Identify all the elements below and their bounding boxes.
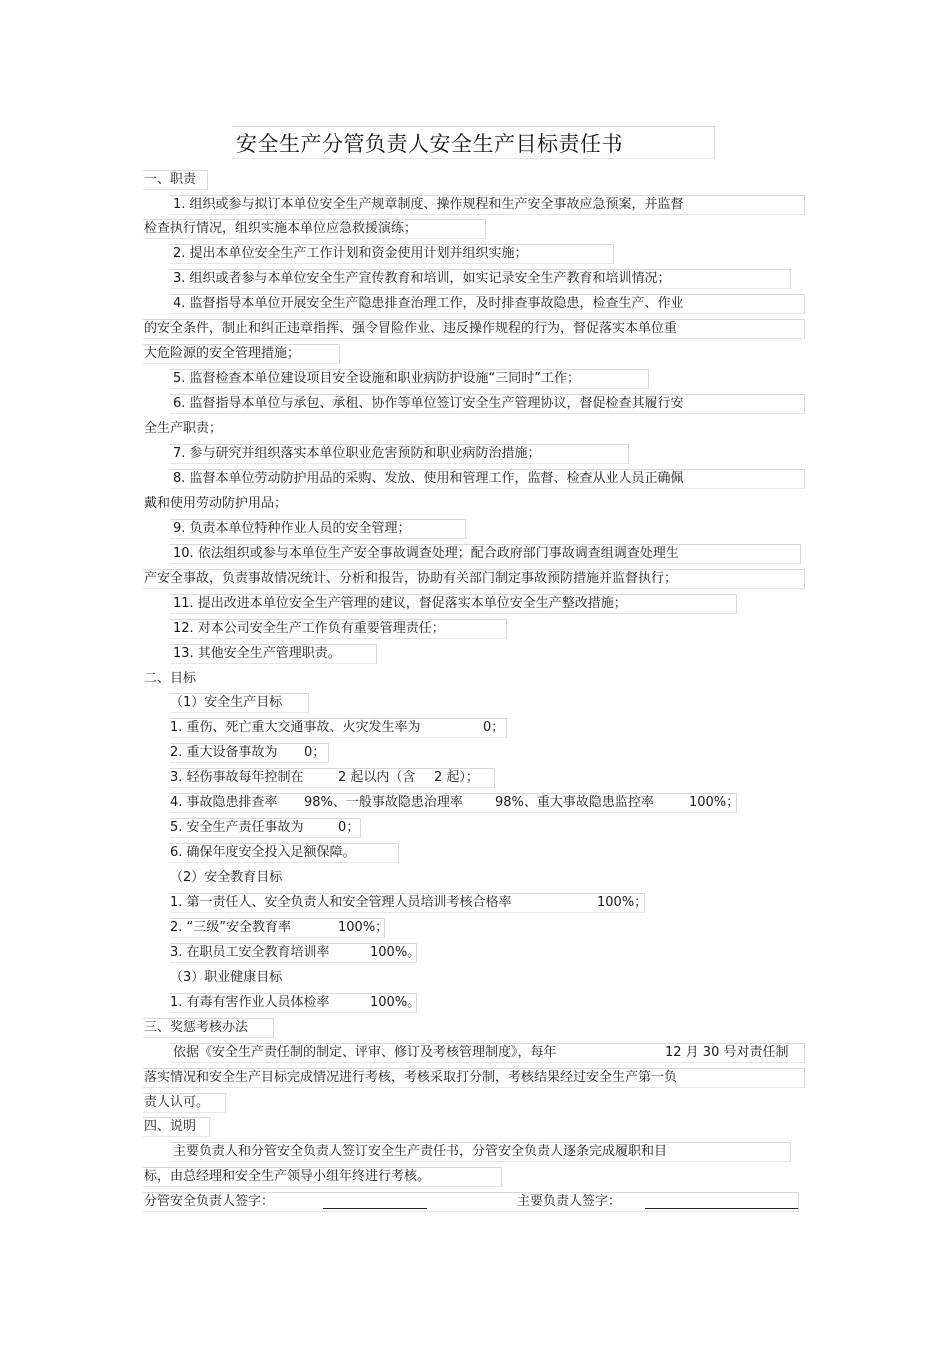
duty-item: 大危险源的安全管理措施； [144, 346, 301, 361]
signature-line-principal[interactable] [645, 1208, 798, 1209]
duty-item: 5. 监督检查本单位建设项目安全设施和职业病防护设施“三同时”工作； [173, 371, 581, 386]
goal-value: 0； [483, 720, 505, 735]
duty-item: 8. 监督本单位劳动防护用品的采购、发放、使用和管理工作，监督、检查从业人员正确佩 [173, 471, 684, 486]
goal-subheading: （2）安全教育目标 [170, 870, 283, 885]
notes-text: 主要负责人和分管安全负责人签订安全生产责任书，分管安全负责人逐条完成履职和目 [173, 1144, 668, 1159]
section-heading-notes: 四、说明 [144, 1119, 197, 1134]
goal-value: 100%。 [370, 995, 421, 1010]
goal-item: 3. 轻伤事故每年控制在 [170, 770, 304, 785]
goal-value: 100%； [597, 895, 648, 910]
goal-item: 4. 事故隐患排查率 [170, 795, 278, 810]
reward-text: 责人认可。 [144, 1095, 210, 1110]
section-heading-reward: 三、奖惩考核办法 [144, 1020, 249, 1035]
goal-item: 1. 第一责任人、安全负责人和安全管理人员培训考核合格率 [170, 895, 512, 910]
signature-label-principal: 主要负责人签字： [517, 1194, 622, 1209]
goal-value: 100%； [689, 795, 740, 810]
duty-item: 4. 监督指导本单位开展安全生产隐患排查治理工作，及时排查事故隐患，检查生产、作业 [173, 296, 684, 311]
goal-item: 1. 有毒有害作业人员体检率 [170, 995, 330, 1010]
goal-value: 98%、重大事故隐患监控率 [495, 795, 654, 810]
duty-item: 9. 负责本单位特种作业人员的安全管理； [173, 521, 411, 536]
goal-item: 6. 确保年度安全投入足额保障。 [170, 845, 356, 860]
document-title: 安全生产分管负责人安全生产目标责任书 [236, 132, 623, 156]
duty-item: 11. 提出改进本单位安全生产管理的建议，督促落实本单位安全生产整改措施； [173, 596, 627, 611]
duty-item: 13. 其他安全生产管理职责。 [173, 646, 341, 661]
goal-value: 98%、一般事故隐患治理率 [304, 795, 463, 810]
signature-label-deputy: 分管安全负责人签字： [144, 1194, 275, 1209]
duty-item: 7. 参与研究并组织落实本单位职业危害预防和职业病防治措施； [173, 446, 541, 461]
duty-item: 全生产职责； [144, 421, 223, 436]
goal-item: 1. 重伤、死亡重大交通事故、火灾发生率为 [170, 720, 421, 735]
goal-subheading: （3）职业健康目标 [170, 970, 283, 985]
duty-item: 检查执行情况，组织实施本单位应急救援演练； [144, 221, 418, 236]
goal-value: 2 起以内（含 [338, 770, 416, 785]
reward-text: 12 月 30 号对责任制 [665, 1045, 789, 1060]
section-heading-goals: 二、目标 [144, 671, 197, 686]
duty-item: 10. 依法组织或参与本单位生产安全事故调查处理；配合政府部门事故调查组调查处理生 [173, 546, 679, 561]
goal-value: 100%。 [370, 945, 421, 960]
goal-value: 0； [304, 745, 326, 760]
duty-item: 的安全条件，制止和纠正违章指挥、强令冒险作业、违反操作规程的行为，督促落实本单位重 [144, 321, 678, 336]
duty-item: 12. 对本公司安全生产工作负有重要管理责任； [173, 621, 445, 636]
goal-subheading: （1）安全生产目标 [170, 695, 283, 710]
duty-item: 2. 提出本单位安全生产工作计划和资金使用计划并组织实施； [173, 246, 528, 261]
goal-value: 0； [338, 820, 360, 835]
goal-item: 2. 重大设备事故为 [170, 745, 278, 760]
section-heading-duties: 一、职责 [144, 172, 197, 187]
goal-item: 2. “三级”安全教育率 [170, 920, 292, 935]
goal-value: 2 起）； [434, 770, 479, 785]
duty-item: 戴和使用劳动防护用品； [144, 496, 288, 511]
duty-item: 1. 组织或参与拟订本单位安全生产规章制度、操作规程和生产安全事故应急预案，并监督 [173, 197, 684, 212]
goal-item: 5. 安全生产责任事故为 [170, 820, 304, 835]
notes-text: 标，由总经理和安全生产领导小组年终进行考核。 [144, 1169, 431, 1184]
signature-line-deputy[interactable] [323, 1208, 427, 1209]
reward-text: 落实情况和安全生产目标完成情况进行考核，考核采取打分制，考核结果经过安全生产第一负 [144, 1070, 678, 1085]
reward-text: 依据《安全生产责任制的制定、评审、修订及考核管理制度》，每年 [173, 1045, 557, 1060]
duty-item: 3. 组织或者参与本单位安全生产宣传教育和培训，如实记录安全生产教育和培训情况； [173, 271, 671, 286]
duty-item: 产安全事故，负责事故情况统计、分析和报告，协助有关部门制定事故预防措施并监督执行； [144, 571, 678, 586]
duty-item: 6. 监督指导本单位与承包、承租、协作等单位签订安全生产管理协议，督促检查其履行安 [173, 396, 684, 411]
goal-item: 3. 在职员工安全教育培训率 [170, 945, 330, 960]
goal-value: 100%； [338, 920, 389, 935]
